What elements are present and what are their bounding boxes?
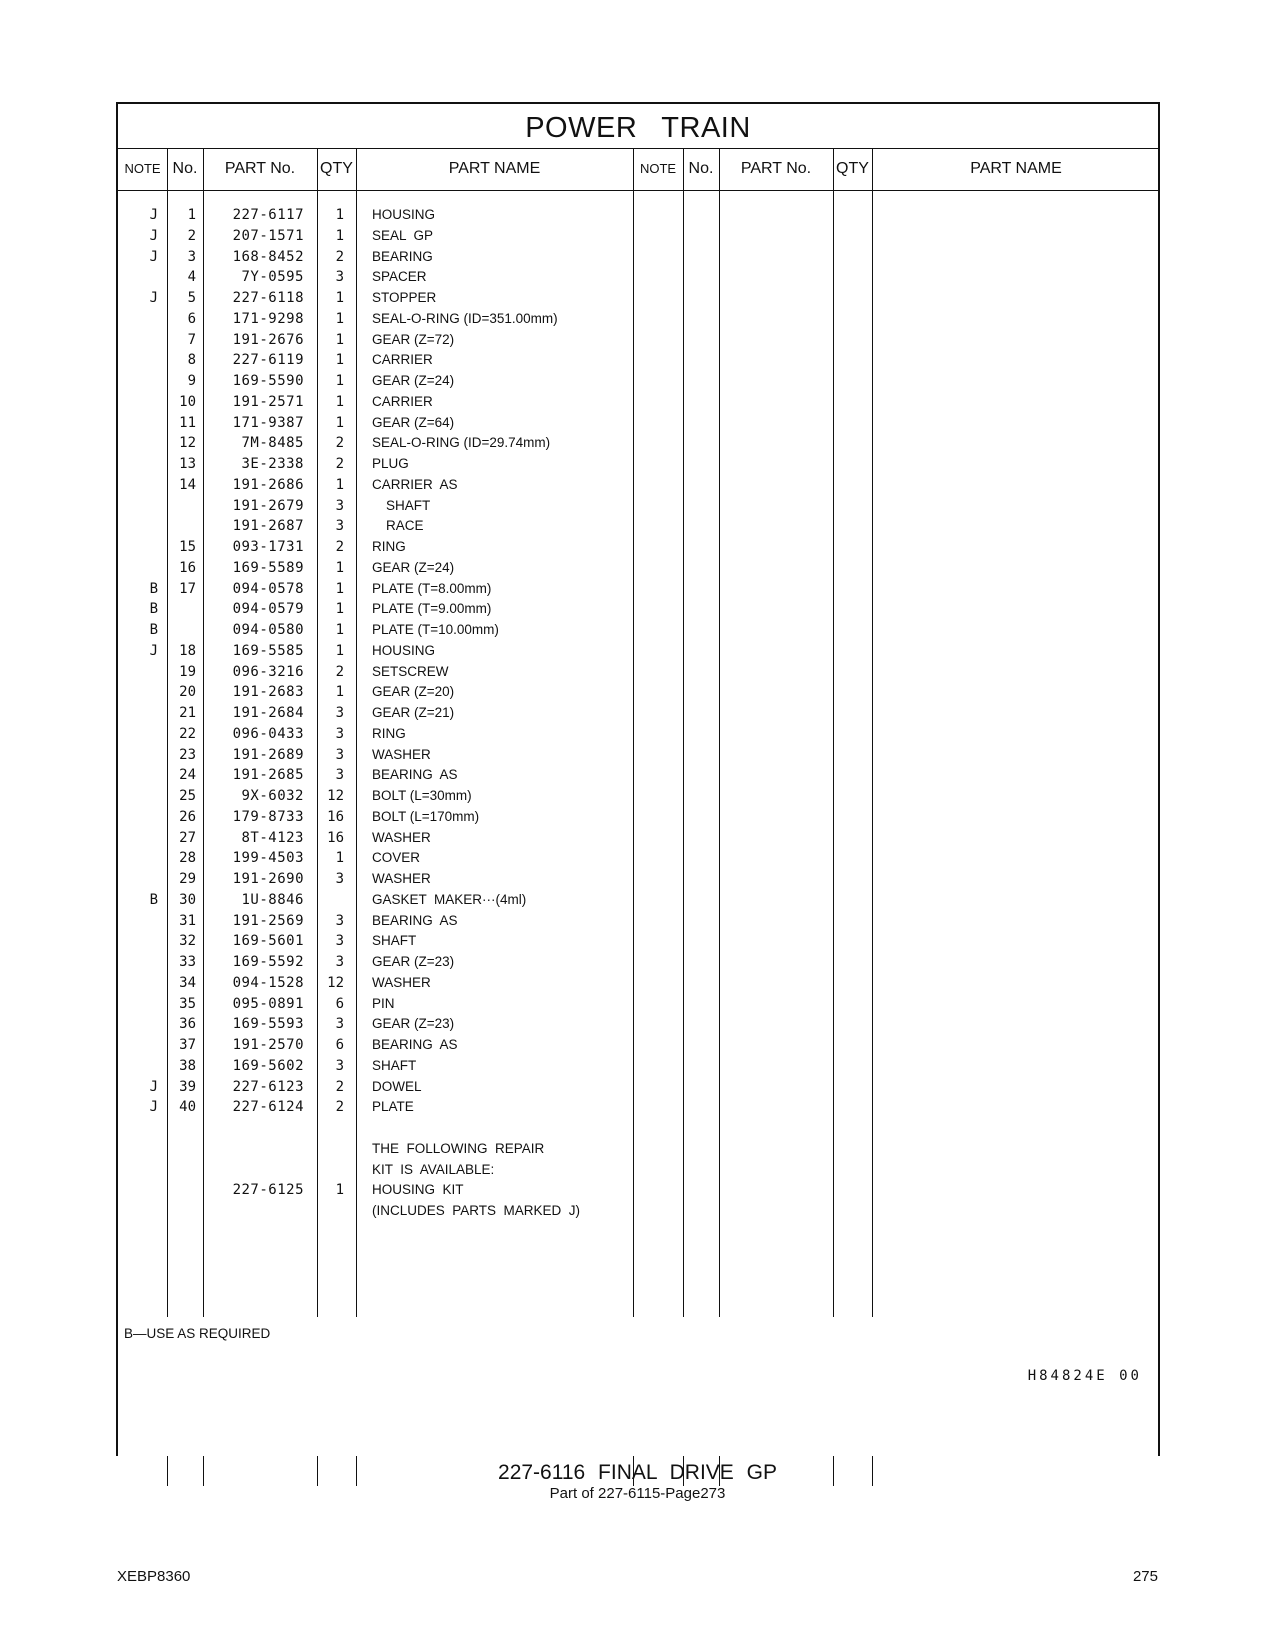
row-number: 37 xyxy=(179,1037,196,1053)
row-number: 39 xyxy=(179,1078,196,1095)
row-part-name: SHAFT xyxy=(386,497,431,513)
row-part-number: 9X-6032 xyxy=(241,788,304,804)
row-part-name: PLATE xyxy=(372,1099,414,1115)
row-part-number: 191-2690 xyxy=(232,871,304,887)
column-divider xyxy=(833,148,834,1486)
row-number: 30 xyxy=(179,891,196,908)
row-quantity: 3 xyxy=(335,954,344,970)
row-part-number: 096-3216 xyxy=(232,663,304,680)
row-part-number: 094-0578 xyxy=(232,580,304,597)
row-quantity: 3 xyxy=(335,746,344,763)
row-quantity: 1 xyxy=(335,227,344,244)
row-number: 35 xyxy=(179,995,196,1012)
parts-table-frame xyxy=(116,102,1160,1456)
row-part-name: SETSCREW xyxy=(372,663,449,679)
row-number: 8 xyxy=(187,352,196,369)
row-number: 24 xyxy=(179,767,196,784)
row-quantity: 1 xyxy=(335,642,344,659)
row-number: 21 xyxy=(179,705,196,721)
row-part-number: 199-4503 xyxy=(232,850,304,867)
row-part-name: THE FOLLOWING REPAIR xyxy=(372,1140,545,1156)
row-part-number: 3E-2338 xyxy=(241,456,304,472)
row-part-number: 207-1571 xyxy=(232,227,304,244)
row-number: 11 xyxy=(179,414,196,431)
row-part-name: BOLT (L=30mm) xyxy=(372,788,472,803)
row-part-name: SHAFT xyxy=(372,1057,417,1073)
row-part-number: 096-0433 xyxy=(232,725,304,742)
row-part-number: 169-5589 xyxy=(232,559,304,576)
row-note: J xyxy=(149,248,158,265)
row-part-number: 191-2683 xyxy=(232,684,304,701)
row-quantity: 3 xyxy=(335,269,344,286)
row-part-number: 094-0580 xyxy=(232,622,304,638)
row-part-name: RING xyxy=(372,725,406,741)
row-part-number: 191-2570 xyxy=(232,1037,304,1053)
row-quantity: 2 xyxy=(335,1078,344,1095)
row-part-name: WASHER xyxy=(372,829,431,845)
row-note: J xyxy=(149,207,158,223)
row-quantity: 3 xyxy=(335,912,344,929)
row-part-number: 227-6123 xyxy=(232,1078,304,1095)
row-part-number: 169-5585 xyxy=(232,642,304,659)
row-part-name: GEAR (Z=21) xyxy=(372,705,455,720)
row-quantity: 3 xyxy=(335,725,344,742)
row-part-name: WASHER xyxy=(372,871,431,886)
column-divider xyxy=(203,148,204,1486)
row-part-name: GEAR (Z=24) xyxy=(372,559,455,575)
row-number: 32 xyxy=(179,933,196,950)
row-part-name: PLATE (T=10.00mm) xyxy=(372,622,499,637)
row-part-name: DOWEL xyxy=(372,1078,422,1094)
row-part-name: HOUSING xyxy=(372,642,436,658)
row-quantity: 1 xyxy=(335,601,344,618)
row-number: 31 xyxy=(179,912,196,929)
row-part-name: CARRIER xyxy=(372,393,433,409)
row-number: 38 xyxy=(179,1057,196,1074)
row-quantity: 1 xyxy=(335,580,344,597)
row-note: J xyxy=(149,1099,158,1116)
row-quantity: 3 xyxy=(335,1057,344,1074)
row-part-name: PLATE (T=9.00mm) xyxy=(372,601,492,617)
row-part-number: 191-2689 xyxy=(232,746,304,763)
row-part-name: BOLT (L=170mm) xyxy=(372,808,480,824)
row-part-name: SHAFT xyxy=(372,933,417,949)
row-note: J xyxy=(149,642,158,659)
row-number: 34 xyxy=(179,974,196,991)
row-note: B xyxy=(149,601,158,618)
row-part-number: 168-8452 xyxy=(232,248,304,265)
row-part-number: 191-2684 xyxy=(232,705,304,721)
row-part-name: GEAR (Z=64) xyxy=(372,414,455,430)
row-part-name: WASHER xyxy=(372,746,431,762)
header-divider xyxy=(118,190,1158,191)
row-number: 26 xyxy=(179,808,196,825)
row-quantity: 1 xyxy=(335,414,344,431)
caption-subtitle: Part of 227-6115-Page273 xyxy=(549,1485,726,1502)
header-part-left: PART No. xyxy=(224,160,296,177)
row-number: 5 xyxy=(187,290,196,306)
row-number: 23 xyxy=(179,746,196,763)
row-part-name: BEARING AS xyxy=(372,1037,458,1052)
row-number: 25 xyxy=(179,788,196,804)
row-part-number: 095-0891 xyxy=(232,995,304,1012)
row-quantity: 1 xyxy=(335,373,344,389)
row-quantity: 3 xyxy=(335,518,344,535)
row-part-name: SEAL GP xyxy=(372,227,434,243)
row-part-name: GEAR (Z=23) xyxy=(372,954,455,969)
row-part-name: (INCLUDES PARTS MARKED J) xyxy=(372,1203,581,1218)
row-part-number: 171-9387 xyxy=(232,414,304,431)
row-part-name: CARRIER xyxy=(372,352,433,368)
row-number: 9 xyxy=(187,373,196,389)
row-part-name: HOUSING KIT xyxy=(372,1182,464,1198)
row-quantity: 2 xyxy=(335,1099,344,1116)
row-quantity: 3 xyxy=(335,1016,344,1033)
row-number: 4 xyxy=(187,269,196,286)
header-note-right: NOTE xyxy=(639,161,677,176)
row-part-name: CARRIER AS xyxy=(372,476,458,492)
row-note: J xyxy=(149,227,158,244)
header-no-right: No. xyxy=(688,160,714,177)
row-part-name: WASHER xyxy=(372,974,431,990)
header-no-left: No. xyxy=(172,160,198,177)
footnote: B—USE AS REQUIRED xyxy=(124,1326,271,1341)
row-quantity: 3 xyxy=(335,767,344,784)
row-part-number: 169-5601 xyxy=(232,933,304,950)
row-quantity: 1 xyxy=(335,290,344,306)
row-quantity: 1 xyxy=(335,352,344,369)
row-part-name: GASKET MAKER···(4ml) xyxy=(372,891,527,907)
row-quantity: 6 xyxy=(335,995,344,1012)
row-number: 40 xyxy=(179,1099,196,1116)
row-quantity: 1 xyxy=(335,476,344,493)
row-number: 28 xyxy=(179,850,196,867)
row-number: 10 xyxy=(179,393,196,410)
row-part-name: BEARING AS xyxy=(372,767,458,783)
row-quantity: 1 xyxy=(335,622,344,638)
row-part-number: 094-1528 xyxy=(232,974,304,991)
row-part-number: 7Y-0595 xyxy=(241,269,304,286)
row-quantity: 1 xyxy=(335,850,344,867)
row-number: 17 xyxy=(179,580,196,597)
row-note: J xyxy=(149,1078,158,1095)
row-quantity: 12 xyxy=(327,788,344,804)
column-divider xyxy=(356,148,357,1486)
row-part-number: 191-2679 xyxy=(232,497,304,514)
row-quantity: 2 xyxy=(335,456,344,472)
row-quantity: 2 xyxy=(335,435,344,452)
row-part-number: 227-6119 xyxy=(232,352,304,369)
row-number: 19 xyxy=(179,663,196,680)
header-qty-left: QTY xyxy=(320,160,353,177)
row-part-number: 191-2687 xyxy=(232,518,304,535)
row-quantity: 6 xyxy=(335,1037,344,1053)
row-number: 16 xyxy=(179,559,196,576)
row-part-number: 7M-8485 xyxy=(241,435,304,452)
row-quantity: 12 xyxy=(327,974,344,991)
row-part-name: BEARING xyxy=(372,248,433,264)
row-quantity: 3 xyxy=(335,497,344,514)
row-part-number: 227-6118 xyxy=(232,290,304,306)
row-part-number: 093-1731 xyxy=(232,539,304,555)
row-part-name: GEAR (Z=20) xyxy=(372,684,455,700)
row-number: 33 xyxy=(179,954,196,970)
row-quantity: 2 xyxy=(335,248,344,265)
row-number: 15 xyxy=(179,539,196,555)
row-part-name: GEAR (Z=72) xyxy=(372,331,455,347)
row-quantity: 16 xyxy=(327,829,344,846)
row-part-number: 227-6124 xyxy=(232,1099,304,1116)
row-part-number: 191-2569 xyxy=(232,912,304,929)
header-name-left: PART NAME xyxy=(448,160,541,177)
caption-title: 227-6116 FINAL DRIVE GP xyxy=(498,1461,777,1484)
row-quantity: 1 xyxy=(335,207,344,223)
row-part-number: 171-9298 xyxy=(232,310,304,327)
row-part-number: 191-2685 xyxy=(232,767,304,784)
row-part-name: GEAR (Z=24) xyxy=(372,373,455,388)
row-part-number: 191-2571 xyxy=(232,393,304,410)
row-part-number: 169-5602 xyxy=(232,1057,304,1074)
row-number: 27 xyxy=(179,829,196,846)
document-id: H84824E 00 xyxy=(1027,1368,1142,1384)
row-quantity: 1 xyxy=(335,1182,344,1199)
header-qty-right: QTY xyxy=(836,160,869,177)
row-part-number: 227-6117 xyxy=(232,207,304,223)
row-part-name: SEAL-O-RING (ID=29.74mm) xyxy=(372,435,551,451)
row-quantity: 1 xyxy=(335,684,344,701)
row-part-name: COVER xyxy=(372,850,421,866)
row-part-name: RACE xyxy=(386,518,424,534)
row-quantity: 16 xyxy=(327,808,344,825)
row-number: 13 xyxy=(179,456,196,472)
row-part-name: KIT IS AVAILABLE: xyxy=(372,1161,495,1177)
header-part-right: PART No. xyxy=(740,160,812,177)
row-quantity: 1 xyxy=(335,393,344,410)
row-part-number: 191-2686 xyxy=(232,476,304,493)
row-part-number: 1U-8846 xyxy=(241,891,304,908)
row-part-number: 169-5592 xyxy=(232,954,304,970)
row-quantity: 1 xyxy=(335,310,344,327)
row-number: 22 xyxy=(179,725,196,742)
footer-area xyxy=(118,1317,1158,1456)
row-quantity: 2 xyxy=(335,539,344,555)
row-number: 36 xyxy=(179,1016,196,1033)
row-part-number: 169-5590 xyxy=(232,373,304,389)
row-part-name: PLUG xyxy=(372,456,409,471)
row-quantity: 3 xyxy=(335,933,344,950)
row-number: 1 xyxy=(187,207,196,223)
row-number: 6 xyxy=(187,310,196,327)
header-name-right: PART NAME xyxy=(970,160,1062,177)
row-part-name: SPACER xyxy=(372,269,427,285)
row-number: 29 xyxy=(179,871,196,887)
row-number: 3 xyxy=(187,248,196,265)
row-part-name: PIN xyxy=(372,995,395,1011)
row-number: 18 xyxy=(179,642,196,659)
row-quantity: 1 xyxy=(335,559,344,576)
row-note: B xyxy=(149,622,158,638)
row-part-name: GEAR (Z=23) xyxy=(372,1016,455,1032)
row-note: B xyxy=(149,580,158,597)
row-part-name: HOUSING xyxy=(372,207,436,222)
row-part-number: 191-2676 xyxy=(232,331,304,348)
row-quantity: 3 xyxy=(335,705,344,721)
section-title: POWER TRAIN xyxy=(525,112,751,144)
row-part-number: 169-5593 xyxy=(232,1016,304,1033)
row-note: J xyxy=(149,290,158,306)
row-part-number: 179-8733 xyxy=(232,808,304,825)
row-part-name: BEARING AS xyxy=(372,912,458,928)
row-number: 20 xyxy=(179,684,196,701)
row-note: B xyxy=(149,891,158,908)
row-part-name: RING xyxy=(372,539,406,554)
row-number: 7 xyxy=(187,331,196,348)
row-quantity: 2 xyxy=(335,663,344,680)
row-part-number: 094-0579 xyxy=(232,601,304,618)
page-number: 275 xyxy=(1132,1568,1158,1585)
row-part-name: STOPPER xyxy=(372,290,437,305)
row-quantity: 1 xyxy=(335,331,344,348)
row-part-name: PLATE (T=8.00mm) xyxy=(372,580,492,596)
column-divider xyxy=(872,148,873,1486)
publication-id: XEBP8360 xyxy=(117,1568,191,1585)
row-part-name: SEAL-O-RING (ID=351.00mm) xyxy=(372,310,558,326)
row-part-number: 227-6125 xyxy=(232,1182,304,1199)
row-number: 2 xyxy=(187,227,196,244)
row-number: 14 xyxy=(179,476,196,493)
row-number: 12 xyxy=(179,435,196,452)
header-note-left: NOTE xyxy=(124,161,161,176)
row-quantity: 3 xyxy=(335,871,344,887)
row-part-number: 8T-4123 xyxy=(241,829,304,846)
